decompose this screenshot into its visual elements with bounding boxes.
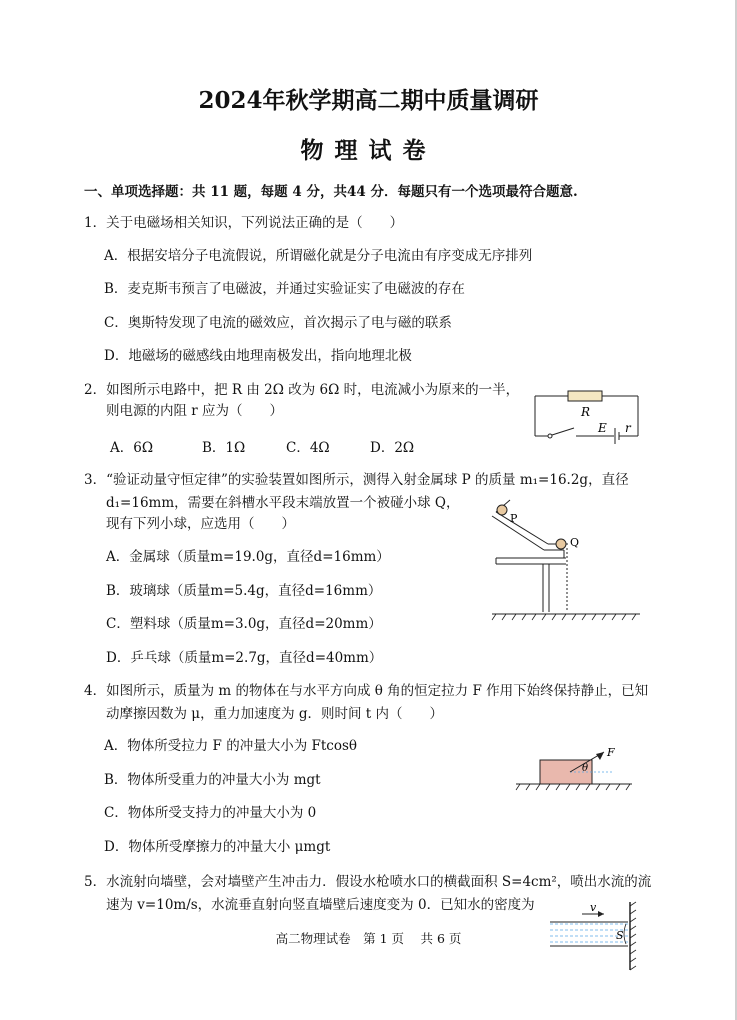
exam-title: 2024年秋学期高二期中质量调研 [198,87,539,114]
q1-option-b: B．麦克斯韦预言了电磁波，并通过实验证实了电磁波的存在 [104,281,465,297]
circuit-diagram [530,384,650,444]
q5-stem-line2: 速为 v=10m/s，水流垂直射向竖直墙壁后速度变为 0．已知水的密度为 [106,897,535,913]
q4-option-b: B．物体所受重力的冲量大小为 mgt [104,772,321,788]
q2-option-b: B．1Ω [202,440,246,456]
q1-option-c: C．奥斯特发现了电流的磁效应，首次揭示了电与磁的联系 [104,315,452,331]
label-P: P [510,512,518,525]
q3-stem-line3: 现有下列小球，应选用（ ） [106,516,295,532]
q1-option-a: A．根据安培分子电流假说，所谓磁化就是分子电流由有序变成无序排列 [104,248,533,264]
q4-stem-line1: 4．如图所示，质量为 m 的物体在与水平方向成 θ 角的恒定拉力 F 作用下始终保持静止，已知 [84,683,649,699]
q1-stem: 1．关于电磁场相关知识，下列说法正确的是（ ） [84,215,404,231]
resistor-symbol [568,391,602,401]
q3-stem-line1: 3．“验证动量守恒定律”的实验装置如图所示，测得入射金属球 P 的质量 m₁=16.2g，直径 [84,472,629,488]
ball-p [497,505,507,515]
q4-option-c: C．物体所受支持力的冲量大小为 0 [104,805,317,821]
label-R: R [581,405,591,419]
q3-option-c: C．塑料球（质量m=3.0g，直径d=20mm） [106,616,382,632]
q3-option-d: D．乒乓球（质量m=2.7g，直径d=40mm） [106,650,383,666]
label-F: F [607,746,615,759]
label-theta: θ [582,763,589,774]
exam-subject: 物理试卷 [300,137,437,164]
q2-option-a: A．6Ω [110,440,154,456]
label-E: E [598,421,607,435]
q2-option-d: D．2Ω [370,440,415,456]
switch-lever [552,428,574,435]
q3-stem-line2: d₁=16mm，需要在斜槽水平段末端放置一个被碰小球 Q， [106,495,460,511]
q4-option-d: D．物体所受摩擦力的冲量大小 μmgt [104,839,331,855]
label-r: r [625,421,631,435]
page-footer: 高二物理试卷 第 1 页 共 6 页 [275,931,462,946]
q2-stem-line2: 则电源的内阻 r 应为（ ） [106,403,284,419]
label-v: v [590,901,597,914]
q4-stem-line2: 动摩擦因数为 μ，重力加速度为 g．则时间 t 内（ ） [106,706,444,722]
q2-stem-line1: 2．如图所示电路中，把 R 由 2Ω 改为 6Ω 时，电流减小为原来的一半， [84,382,520,398]
switch-contact [548,434,552,438]
q1-option-d: D．地磁场的磁感线由地理南极发出，指向地理北极 [104,348,412,364]
q3-option-b: B．玻璃球（质量m=5.4g，直径d=16mm） [106,583,382,599]
ball-q [556,539,566,549]
q4-option-a: A．物体所受拉力 F 的冲量大小为 Ftcosθ [104,738,358,754]
label-Q: Q [570,536,580,549]
collision-apparatus-diagram [488,494,648,624]
section-heading: 一、单项选择题：共 11 题，每题 4 分，共44 分．每题只有一个选项最符合题意. [84,184,578,200]
q3-option-a: A．金属球（质量m=19.0g，直径d=16mm） [106,549,390,565]
label-S: S [616,929,624,942]
q5-stem-line1: 5．水流射向墙壁，会对墙壁产生冲击力．假设水枪喷水口的横截面积 S=4cm²，喷出水流的流 [84,874,652,890]
q2-option-c: C．4Ω [286,440,330,456]
block-force-diagram [512,744,642,794]
